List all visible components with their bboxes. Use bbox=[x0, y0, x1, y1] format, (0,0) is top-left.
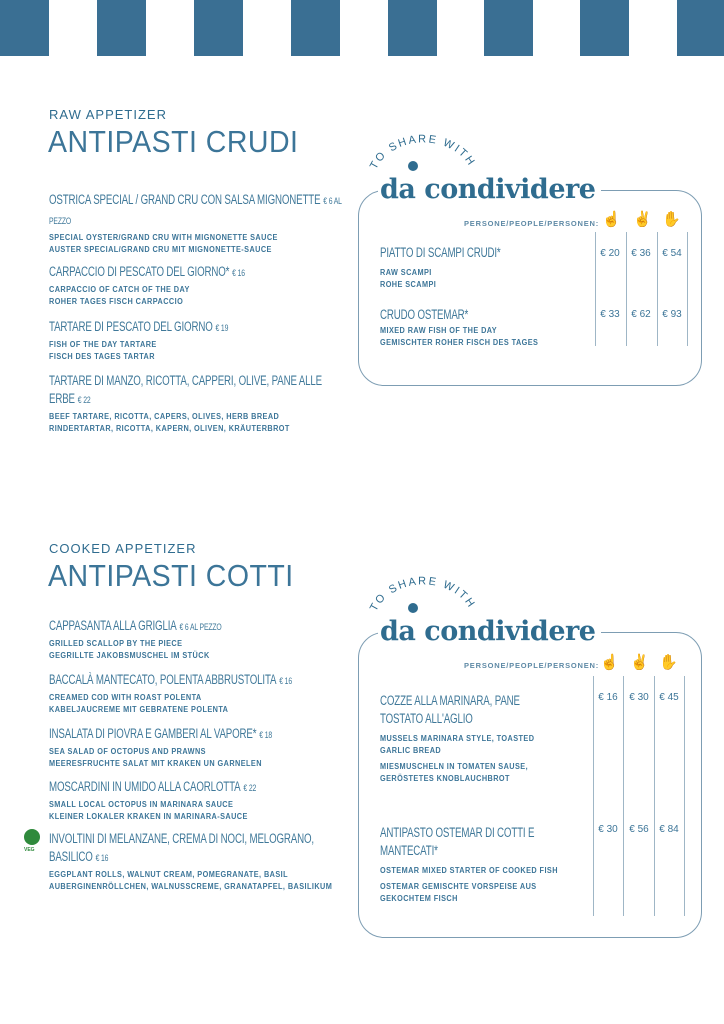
item-price: € 18 bbox=[259, 730, 273, 741]
item-desc-de: GEGRILLTE JAKOBSMUSCHEL IM STÜCK bbox=[49, 650, 210, 660]
share-title: da condividere bbox=[378, 174, 601, 206]
item-name: TARTARE DI PESCATO DEL GIORNO bbox=[49, 319, 213, 334]
item-desc-en: EGGPLANT ROLLS, WALNUT CREAM, POMEGRANATE, BASIL bbox=[49, 869, 288, 879]
hand-one-icon: ☝ bbox=[602, 211, 621, 228]
item-name: MOSCARDINI IN UMIDO ALLA CAORLOTTA bbox=[49, 779, 241, 794]
top-stripe bbox=[580, 0, 629, 56]
top-stripe bbox=[0, 0, 49, 56]
persons-label: PERSONE/PEOPLE/PERSONEN: bbox=[464, 219, 600, 228]
column-divider bbox=[684, 676, 685, 916]
section-kicker: RAW APPETIZER bbox=[49, 107, 167, 122]
item-desc-en: OSTEMAR MIXED STARTER OF COOKED FISH bbox=[380, 865, 558, 875]
hand-three-icon: ✋ bbox=[659, 654, 678, 671]
bubble-icon bbox=[408, 161, 418, 171]
persons-label: PERSONE/PEOPLE/PERSONEN: bbox=[464, 661, 600, 670]
item-name: BACCALÀ MANTECATO, POLENTA ABBRUSTOLITA bbox=[49, 672, 277, 687]
menu-item bbox=[49, 191, 349, 255]
top-stripe bbox=[677, 0, 724, 56]
item-desc-de: KLEINER LOKALER KRAKEN IN MARINARA-SAUCE bbox=[49, 811, 248, 821]
item-desc-de: AUBERGINENRÖLLCHEN, WALNUSSCREME, GRANATAPFEL, BASILIKUM bbox=[49, 881, 333, 891]
top-stripe bbox=[484, 0, 533, 56]
column-divider bbox=[654, 676, 655, 916]
section-title: ANTIPASTI COTTI bbox=[48, 558, 294, 593]
item-name: COZZE ALLA MARINARA, PANE TOSTATO ALL'AGLIO bbox=[380, 693, 520, 726]
menu-item bbox=[49, 617, 349, 661]
menu-item bbox=[49, 830, 349, 892]
hand-one-icon: ☝ bbox=[600, 654, 619, 671]
hand-two-icon: ✌ bbox=[633, 211, 652, 228]
svg-text:TO SHARE WITH: TO SHARE WITH bbox=[367, 133, 478, 172]
price-1p: € 30 bbox=[598, 824, 618, 835]
item-desc-en: SEA SALAD OF OCTOPUS AND PRAWNS bbox=[49, 746, 206, 756]
item-price: € 16 bbox=[95, 853, 109, 864]
column-divider bbox=[593, 676, 594, 916]
item-price: € 19 bbox=[215, 323, 229, 334]
section-kicker: COOKED APPETIZER bbox=[49, 541, 197, 556]
top-stripe bbox=[194, 0, 243, 56]
item-price: € 16 bbox=[279, 676, 292, 687]
hand-two-icon: ✌ bbox=[630, 654, 649, 671]
price-2p: € 56 bbox=[629, 824, 649, 835]
item-desc-en: CREAMED COD WITH ROAST POLENTA bbox=[49, 692, 202, 702]
menu-item bbox=[49, 725, 349, 769]
item-price: € 6 AL PEZZO bbox=[179, 622, 222, 633]
price-2p: € 30 bbox=[629, 692, 649, 703]
item-desc-de: RINDERTARTAR, RICOTTA, KAPERN, OLIVEN, KRÄUTERBROT bbox=[49, 423, 290, 433]
item-desc-en: SPECIAL OYSTER/GRAND CRU WITH MIGNONETTE SAUCE bbox=[49, 232, 278, 242]
price-1p: € 33 bbox=[600, 309, 620, 320]
menu-item bbox=[49, 263, 349, 307]
item-name: INVOLTINI DI MELANZANE, CREMA DI NOCI, MELOGRANO, BASILICO bbox=[49, 831, 314, 864]
svg-text:TO SHARE WITH: TO SHARE WITH bbox=[367, 575, 478, 614]
vegetarian-leaf-icon bbox=[24, 829, 40, 845]
item-price: € 22 bbox=[77, 395, 91, 406]
menu-item bbox=[49, 671, 349, 715]
section-title: ANTIPASTI CRUDI bbox=[48, 124, 299, 159]
share-item bbox=[380, 306, 585, 348]
item-desc-en: FISH OF THE DAY TARTARE bbox=[49, 339, 157, 349]
price-3p: € 93 bbox=[662, 309, 682, 320]
item-desc-en: SMALL LOCAL OCTOPUS IN MARINARA SAUCE bbox=[49, 799, 234, 809]
item-desc-en: RAW SCAMPI bbox=[380, 267, 432, 277]
price-3p: € 84 bbox=[659, 824, 679, 835]
hand-three-icon: ✋ bbox=[662, 211, 681, 228]
top-stripe bbox=[97, 0, 146, 56]
price-3p: € 45 bbox=[659, 692, 679, 703]
price-1p: € 16 bbox=[598, 692, 618, 703]
item-name: OSTRICA SPECIAL / GRAND CRU CON SALSA MIGNONETTE bbox=[49, 192, 321, 207]
item-desc-en: GRILLED SCALLOP BY THE PIECE bbox=[49, 638, 183, 648]
item-desc-de: KABELJAUCREME MIT GEBRATENE POLENTA bbox=[49, 704, 229, 714]
share-arc-text bbox=[368, 124, 478, 174]
item-name: CAPPASANTA ALLA GRIGLIA bbox=[49, 618, 177, 633]
item-name: CARPACCIO DI PESCATO DEL GIORNO* bbox=[49, 264, 230, 279]
price-2p: € 36 bbox=[631, 248, 651, 259]
item-name: TARTARE DI MANZO, RICOTTA, CAPPERI, OLIVE, PANE ALLE ERBE bbox=[49, 373, 323, 406]
item-price: € 16 bbox=[232, 268, 245, 279]
column-divider bbox=[623, 676, 624, 916]
menu-item bbox=[49, 318, 349, 362]
top-stripe bbox=[291, 0, 340, 56]
menu-item bbox=[49, 778, 349, 822]
price-2p: € 62 bbox=[631, 309, 651, 320]
item-desc-de: FISCH DES TAGES TARTAR bbox=[49, 351, 155, 361]
share-item bbox=[380, 244, 585, 290]
item-name: PIATTO DI SCAMPI CRUDI* bbox=[380, 245, 501, 260]
item-price: € 22 bbox=[243, 783, 257, 794]
share-title: da condividere bbox=[378, 616, 601, 648]
item-desc-de: GEMISCHTER ROHER FISCH DES TAGES bbox=[380, 337, 539, 347]
item-name: ANTIPASTO OSTEMAR DI COTTI E MANTECATI* bbox=[380, 825, 535, 858]
item-name: CRUDO OSTEMAR* bbox=[380, 307, 469, 322]
share-item bbox=[380, 824, 560, 904]
item-desc-en: CARPACCIO OF CATCH OF THE DAY bbox=[49, 284, 190, 294]
item-name: INSALATA DI PIOVRA E GAMBERI AL VAPORE* bbox=[49, 726, 257, 741]
item-price: € 6 AL PEZZO bbox=[49, 196, 342, 227]
item-desc-de: ROHE SCAMPI bbox=[380, 279, 437, 289]
item-desc-en: MUSSELS MARINARA STYLE, TOASTED GARLIC BREAD bbox=[380, 733, 535, 755]
item-desc-de: MIESMUSCHELN IN TOMATEN SAUSE, GERÖSTETES KNOBLAUCHBROT bbox=[380, 761, 529, 783]
menu-item bbox=[49, 372, 349, 434]
bubble-icon bbox=[408, 603, 418, 613]
top-stripe bbox=[388, 0, 437, 56]
item-desc-de: ROHER TAGES FISCH CARPACCIO bbox=[49, 296, 184, 306]
veg-badge: VEG bbox=[24, 847, 35, 853]
item-desc-de: MEERESFRUCHTE SALAT MIT KRAKEN UN GARNELEN bbox=[49, 758, 262, 768]
price-3p: € 54 bbox=[662, 248, 682, 259]
share-arc-text bbox=[368, 566, 478, 616]
column-divider bbox=[687, 232, 688, 346]
item-desc-de: OSTEMAR GEMISCHTE VORSPEISE AUS GEKOCHTEM FISCH bbox=[380, 881, 537, 903]
item-desc-de: AUSTER SPECIAL/GRAND CRU MIT MIGNONETTE-SAUCE bbox=[49, 244, 272, 254]
item-desc-en: MIXED RAW FISH OF THE DAY bbox=[380, 325, 498, 335]
share-item bbox=[380, 692, 550, 784]
item-desc-en: BEEF TARTARE, RICOTTA, CAPERS, OLIVES, HERB BREAD bbox=[49, 411, 280, 421]
price-1p: € 20 bbox=[600, 248, 620, 259]
